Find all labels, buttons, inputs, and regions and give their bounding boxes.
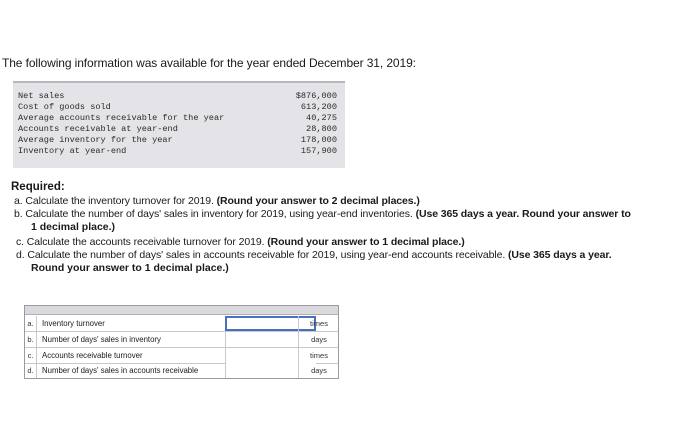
requirement-instruction: (Use 365 days a year. [508,249,612,261]
answer-table [24,305,339,379]
info-value: 40,275 [306,113,337,123]
row-unit: days [298,363,339,378]
info-row-inventory-year-end [13,146,345,157]
row-letter: d. [25,363,37,378]
requirement-instruction: (Round your answer to 2 decimal places.) [216,195,420,207]
row-label: Number of days' sales in accounts receivable [42,366,199,375]
info-label: Inventory at year-end [18,146,127,156]
info-label: Net sales [18,91,65,101]
info-row-ar-year-end [13,124,345,135]
info-label: Cost of goods sold [18,102,111,112]
row-unit: days [298,332,339,347]
answer-row-b [25,332,338,348]
requirement-text: c. Calculate the accounts receivable turnover for 2019. [16,236,268,248]
row-label: Accounts receivable turnover [42,351,143,360]
intro-text: The following information was available for the year ended December 31, 2019: [2,56,416,70]
requirement-b [14,208,631,221]
required-heading: Required: [11,181,65,193]
row-unit: times [298,348,339,363]
requirement-d-continued: Round your answer to 1 decimal place.) [31,262,229,274]
requirement-c [16,236,465,249]
info-row-avg-inventory [13,135,345,146]
answer-row-d [25,363,338,378]
answer-table-header [25,306,338,315]
info-value: 178,000 [300,135,337,145]
info-label: Accounts receivable at year-end [18,124,178,134]
requirement-a [14,195,420,208]
requirement-b-continued: 1 decimal place.) [31,221,116,233]
given-information-table [13,81,345,168]
info-value: $876,000 [295,91,337,101]
info-label: Average accounts receivable for the year [18,113,225,123]
info-row-avg-ar [13,113,345,124]
row-unit: times [298,316,339,331]
info-value: 157,900 [300,146,337,156]
requirement-text: a. Calculate the inventory turnover for 2019. [14,195,217,207]
requirement-instruction: (Use 365 days a year. Round your answer to [415,208,631,220]
info-value: 613,200 [300,102,337,112]
info-row-net-sales [13,91,345,102]
row-letter: c. [25,348,37,363]
row-letter: a. [25,316,37,331]
requirement-d [16,249,612,262]
info-value: 28,800 [306,124,337,134]
answer-row-a [25,316,338,332]
info-label: Average inventory for the year [18,135,173,145]
answer-row-c [25,348,338,364]
requirement-text: d. Calculate the number of days' sales in accounts receivable for 2019, using year-end accounts receivable. [16,249,508,261]
requirement-instruction: (Round your answer to 1 decimal place.) [267,236,465,248]
row-letter: b. [25,332,37,347]
info-row-cogs [13,102,345,113]
row-label: Number of days' sales in inventory [42,335,161,344]
requirement-text: b. Calculate the number of days' sales in inventory for 2019, using year-end inventories. [14,208,416,220]
row-label: Inventory turnover [42,319,105,328]
